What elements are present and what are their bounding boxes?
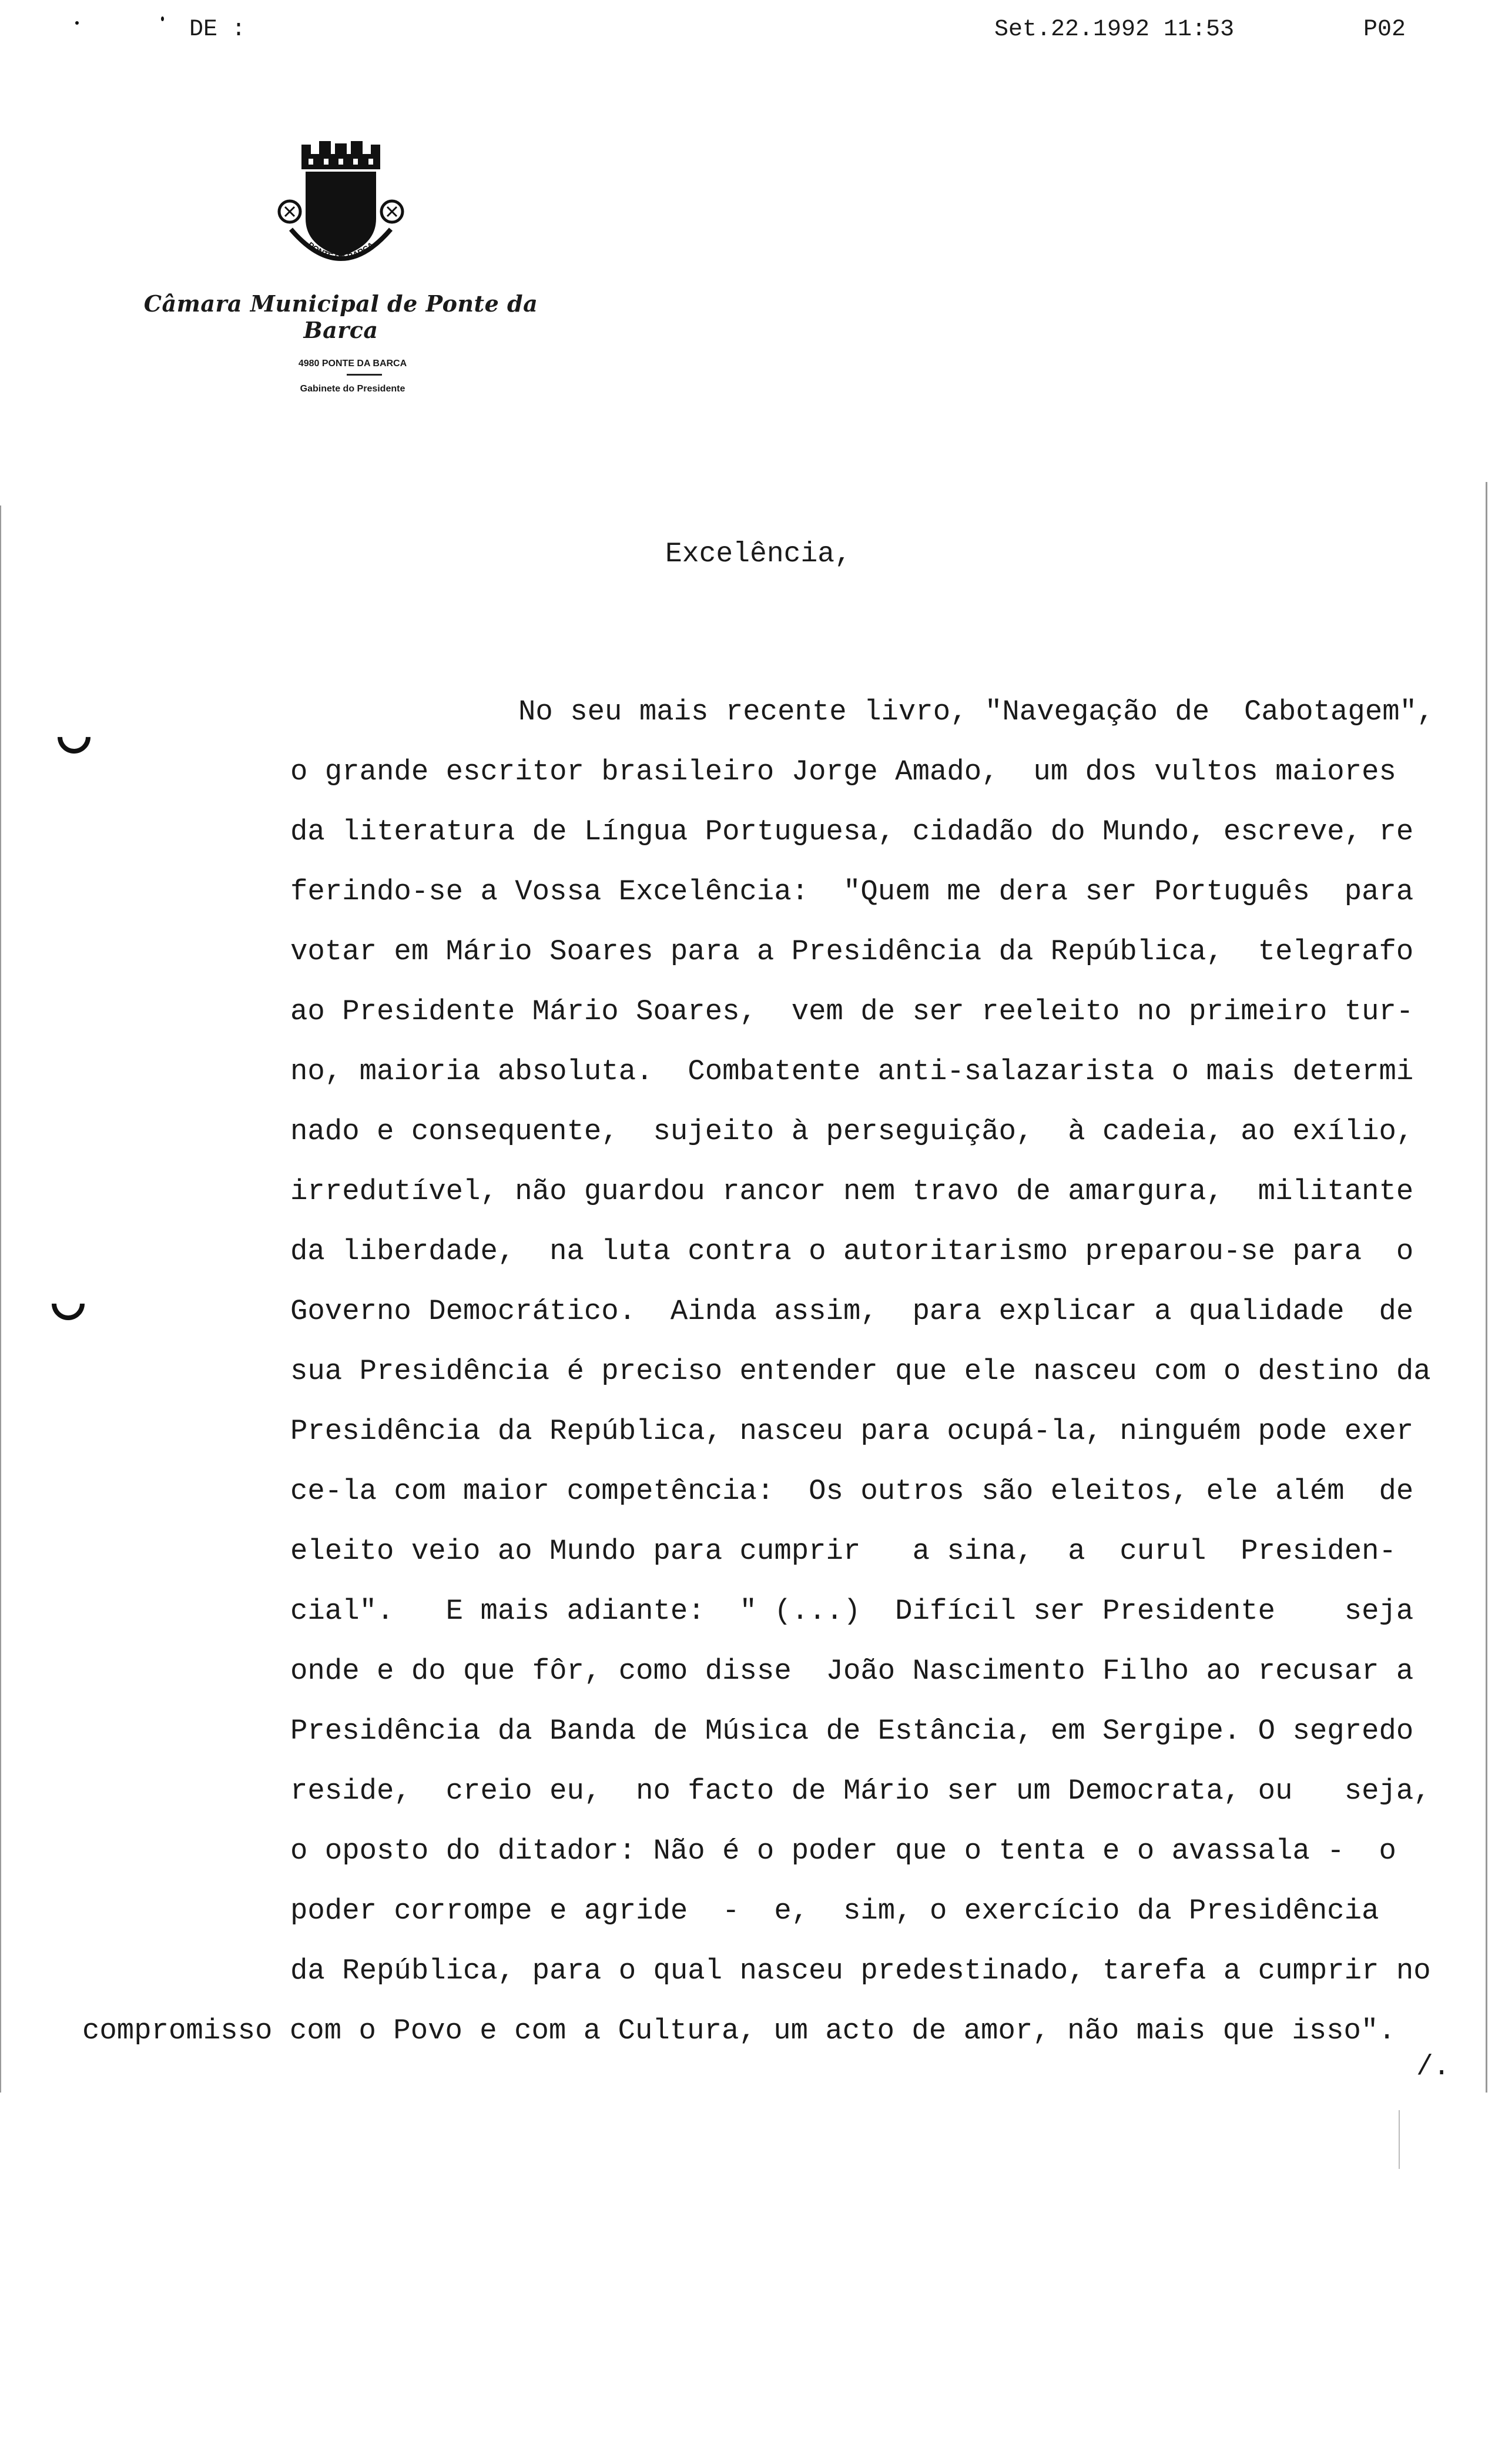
body-line: o grande escritor brasileiro Jorge Amado, um dos vultos maiores — [290, 755, 1396, 788]
body-line: cial". E mais adiante: " (...) Difícil ser Presidente seja — [290, 1595, 1414, 1628]
body-line: compromisso com o Povo e com a Cultura, um acto de amor, não mais que isso". — [82, 2014, 1396, 2047]
continuation-mark: /. — [1416, 2051, 1450, 2083]
body-line: da literatura de Língua Portuguesa, cidadão do Mundo, escreve, re — [290, 815, 1414, 848]
scan-edge — [1486, 482, 1487, 2093]
letterhead — [129, 141, 552, 394]
salutation: Excelência, — [665, 538, 852, 570]
body-line: nado e consequente, sujeito à perseguição, à cadeia, ao exílio, — [290, 1115, 1414, 1148]
body-line: Governo Democrático. Ainda assim, para explicar a qualidade de — [290, 1295, 1414, 1328]
body-line: poder corrompe e agride - e, sim, o exercício da Presidência — [290, 1894, 1379, 1927]
body-line: ce-la com maior competência: Os outros são eleitos, ele além de — [290, 1475, 1414, 1508]
body-line: sua Presidência é preciso entender que ele nasceu com o destino da — [290, 1355, 1431, 1388]
fax-sender-label: DE : — [189, 16, 246, 43]
scan-edge — [0, 505, 1, 2093]
office-name: Gabinete do Presidente — [300, 384, 405, 394]
body-line: votar em Mário Soares para a Presidência da República, telegrafo — [290, 935, 1414, 968]
fax-datetime: Set.22.1992 11:53 — [994, 16, 1235, 43]
crest-motto: PONTE DA BARCA — [306, 240, 376, 262]
fax-header — [0, 16, 1495, 52]
body-line: Presidência da República, nasceu para ocupá-la, ninguém pode exer — [290, 1415, 1414, 1448]
scan-speck — [161, 16, 164, 21]
body-line: onde e do que fôr, como disse João Nascimento Filho ao recusar a — [290, 1655, 1414, 1688]
body-line: o oposto do ditador: Não é o poder que o tenta e o avassala - o — [290, 1834, 1396, 1867]
organization-address: 4980 PONTE DA BARCA — [298, 359, 407, 369]
body-line: da liberdade, na luta contra o autoritarismo preparou-se para o — [290, 1235, 1414, 1268]
body-line: ao Presidente Mário Soares, vem de ser reeleito no primeiro tur- — [290, 995, 1414, 1028]
letterhead-divider — [347, 374, 382, 376]
scan-edge — [1399, 2110, 1400, 2169]
organization-name: Câmara Municipal de Ponte da Barca — [143, 290, 538, 343]
body-line: no, maioria absoluta. Combatente anti-salazarista o mais determi — [290, 1055, 1414, 1088]
body-line: irredutível, não guardou rancor nem travo de amargura, militante — [290, 1175, 1414, 1208]
body-line: Presidência da Banda de Música de Estância, em Sergipe. O segredo — [290, 1715, 1414, 1747]
municipal-coat-of-arms-icon — [267, 141, 414, 276]
body-line: eleito veio ao Mundo para cumprir a sina, a curul Presiden- — [290, 1535, 1396, 1568]
letter-body — [82, 682, 1475, 2061]
body-line: No seu mais recente livro, "Navegação de Cabotagem", — [518, 695, 1434, 728]
fax-page-number: P02 — [1363, 16, 1406, 43]
body-line: ferindo-se a Vossa Excelência: "Quem me dera ser Português para — [290, 875, 1414, 908]
body-line: da República, para o qual nasceu predestinado, tarefa a cumprir no — [290, 1954, 1431, 1987]
scan-speck — [75, 21, 79, 25]
body-line: reside, creio eu, no facto de Mário ser um Democrata, ou seja, — [290, 1775, 1431, 1807]
